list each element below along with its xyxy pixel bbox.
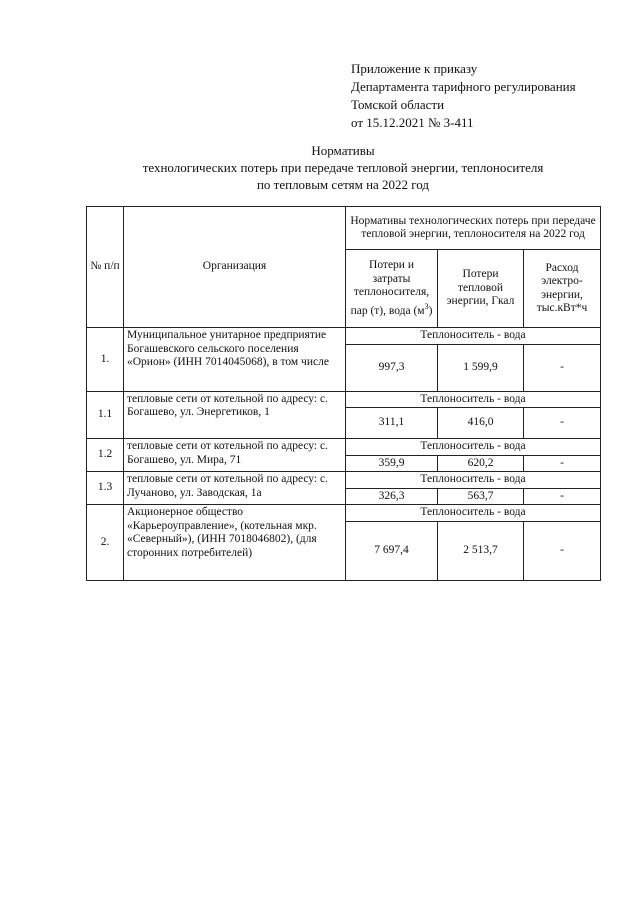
row-org: Муниципальное унитарное предприятие Богашевского сельского поселения «Орион» (ИНН 7014045068), в том числе xyxy=(124,328,346,392)
row-value-3: - xyxy=(524,455,601,472)
table-row xyxy=(87,439,601,456)
row-carrier: Теплоноситель - вода xyxy=(346,505,601,522)
row-org: тепловые сети от котельной по адресу: с. Богашево, ул. Энергетиков, 1 xyxy=(124,391,346,439)
row-value-2: 416,0 xyxy=(438,408,524,439)
table-row xyxy=(87,505,601,522)
title-line-3: по тепловым сетям на 2022 год xyxy=(256,177,430,192)
row-num: 1.2 xyxy=(87,439,124,472)
row-value-3: - xyxy=(524,521,601,580)
row-num: 1.1 xyxy=(87,391,124,439)
table-row xyxy=(87,391,601,408)
row-value-1: 359,9 xyxy=(346,455,438,472)
row-num: 1.3 xyxy=(87,472,124,505)
header-col-3: Расход электро-энергии, тыс.кВт*ч xyxy=(524,250,601,328)
row-carrier: Теплоноситель - вода xyxy=(346,439,601,456)
row-num: 1. xyxy=(87,328,124,392)
row-value-2: 563,7 xyxy=(438,488,524,505)
document-title xyxy=(86,142,600,193)
table-header-row xyxy=(87,207,601,250)
title-line-1: Нормативы xyxy=(311,143,375,158)
row-carrier: Теплоноситель - вода xyxy=(346,391,601,408)
row-value-3: - xyxy=(524,488,601,505)
approval-line-3: Томской области xyxy=(351,97,445,112)
header-col-2: Потери тепловой энергии, Гкал xyxy=(438,250,524,328)
approval-line-1: Приложение к приказу xyxy=(351,61,478,76)
row-value-2: 1 599,9 xyxy=(438,344,524,391)
row-org: тепловые сети от котельной по адресу: с. Лучаново, ул. Заводская, 1а xyxy=(124,472,346,505)
header-org: Организация xyxy=(124,207,346,328)
row-value-2: 620,2 xyxy=(438,455,524,472)
header-num: № п/п xyxy=(87,207,124,328)
approval-line-4: от 15.12.2021 № 3-411 xyxy=(351,115,474,130)
row-org: тепловые сети от котельной по адресу: с. Богашево, ул. Мира, 71 xyxy=(124,439,346,472)
row-carrier: Теплоноситель - вода xyxy=(346,328,601,345)
header-group: Нормативы технологических потерь при передаче тепловой энергии, теплоносителя на 2022 год xyxy=(346,207,601,250)
row-value-1: 997,3 xyxy=(346,344,438,391)
row-carrier: Теплоноситель - вода xyxy=(346,472,601,489)
row-value-1: 311,1 xyxy=(346,408,438,439)
row-value-3: - xyxy=(524,344,601,391)
header-col-1: Потери и затраты теплоносителя, пар (т), вода $(м^3)$ xyxy=(346,250,438,328)
row-value-1: 7 697,4 xyxy=(346,521,438,580)
row-num: 2. xyxy=(87,505,124,581)
table-row xyxy=(87,328,601,345)
row-value-1: 326,3 xyxy=(346,488,438,505)
approval-line-2: Департамента тарифного регулирования xyxy=(351,79,576,94)
row-value-3: - xyxy=(524,408,601,439)
title-line-2: технологических потерь при передаче тепловой энергии, теплоносителя xyxy=(142,160,544,175)
approval-block xyxy=(351,60,576,132)
norms-table xyxy=(86,206,601,581)
row-org: Акционерное общество «Карьероуправление», (котельная мкр. «Северный»), (ИНН 7018046802), (для сторонних потребителей) xyxy=(124,505,346,581)
row-value-2: 2 513,7 xyxy=(438,521,524,580)
table-row xyxy=(87,472,601,489)
